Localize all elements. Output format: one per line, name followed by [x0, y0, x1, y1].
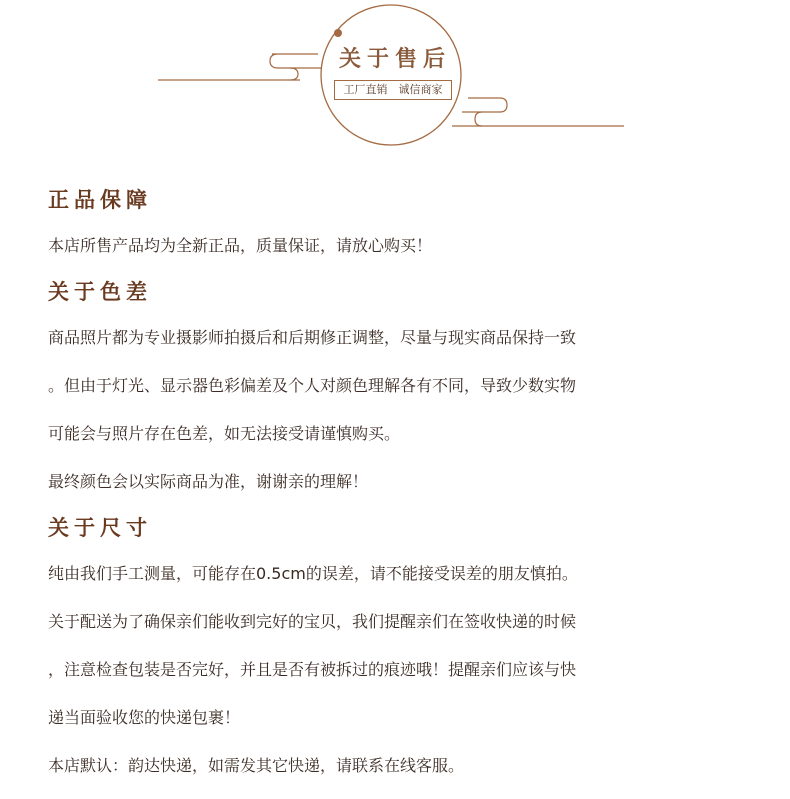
- left-scroll: [270, 54, 322, 68]
- text-line: ，注意检查包装是否完好，并且是否有被拆过的痕迹哦！提醒亲们应该与快: [48, 660, 577, 679]
- text-line: 本店默认：韵达快递，如需发其它快递，请联系在线客服。: [48, 756, 465, 775]
- section-heading-color: 关于色差: [48, 279, 152, 304]
- text-line: 。但由于灯光、显示器色彩偏差及个人对颜色理解各有不同，导致少数实物: [48, 376, 577, 395]
- text-line: 可能会与照片存在色差，如无法接受请谨慎购买。: [48, 424, 401, 443]
- header-banner: [0, 0, 790, 160]
- text-line: 关于配送为了确保亲们能收到完好的宝贝，我们提醒亲们在签收快递的时候: [48, 612, 577, 631]
- text-line: 纯由我们手工测量，可能存在0.5cm的误差，请不能接受误差的朋友慎拍。: [48, 564, 578, 583]
- text-line: 最终颜色会以实际商品为准，谢谢亲的理解！: [48, 472, 369, 491]
- banner-dot: [334, 29, 342, 37]
- content: [48, 178, 768, 790]
- banner-subtitle: 工厂直销 诚信商家: [334, 80, 452, 100]
- text-line: 本店所售产品均为全新正品，质量保证，请放心购买！: [48, 236, 433, 255]
- section-heading-authentic: 正品保障: [48, 187, 152, 212]
- banner-title: 关于售后: [338, 46, 451, 72]
- banner-circle: [321, 5, 461, 145]
- text-line: 商品照片都为专业摄影师拍摄后和后期修正调整，尽量与现实商品保持一致: [48, 328, 577, 347]
- section-heading-size: 关于尺寸: [48, 515, 152, 540]
- right-scroll: [462, 98, 507, 112]
- text-line: 递当面验收您的快递包裹！: [48, 708, 241, 727]
